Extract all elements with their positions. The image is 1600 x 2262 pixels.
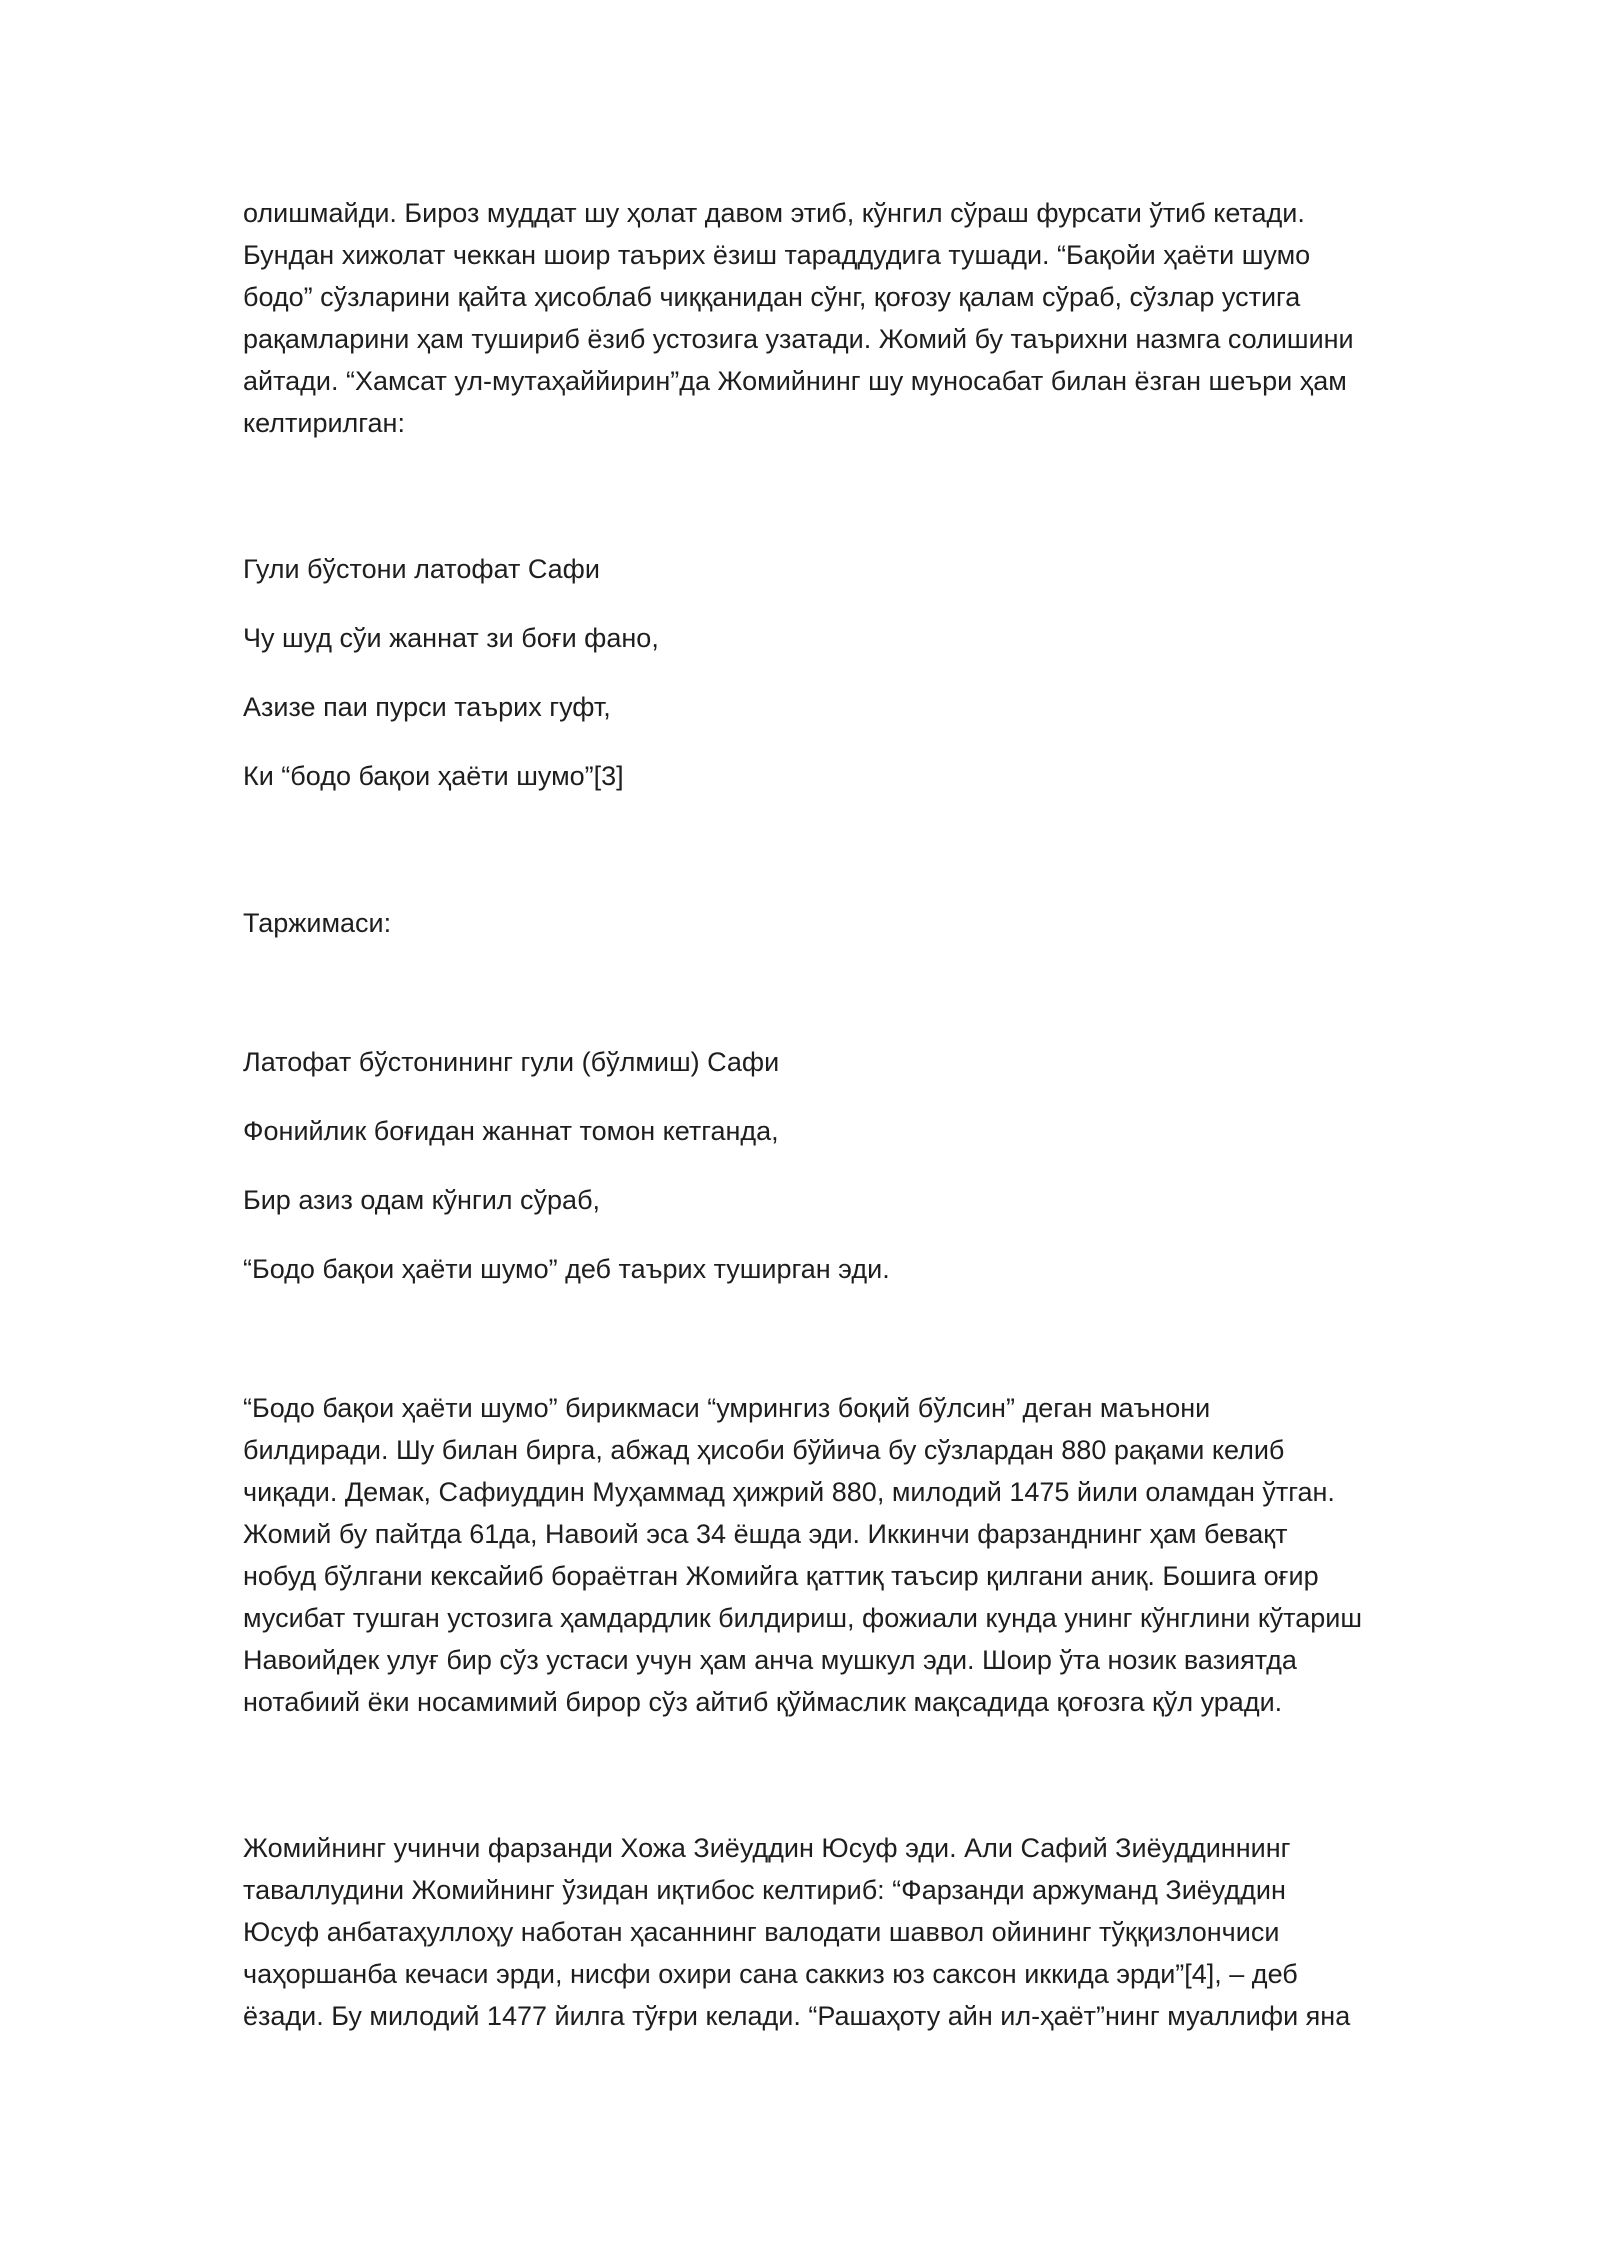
translated-verse	[243, 1041, 1363, 1290]
spacer	[243, 1723, 1363, 1827]
body-paragraph: “Бодо бақои ҳаёти шумо” бирикмаси “умрингиз боқий бўлсин” деган маънони билдиради. Шу билан бирга, абжад ҳисоби бўйича бу сўзлардан 880 рақами келиб чиқади. Демак, Сафиуддин Муҳаммад ҳижрий 880, милодий 1475 йили оламдан ўтган. Жомий бу пайтда 61да, Навоий эса 34 ёшда эди. Иккинчи фарзанднинг ҳам бевақт нобуд бўлгани кексайиб бораётган Жомийга қаттиқ таъсир қилгани аниқ. Бошига оғир мусибат тушган устозига ҳамдардлик билдириш, фожиали кунда унинг кўнглини кўтариш Навоийдек улуғ бир сўз устаси учун ҳам анча мушкул эди. Шоир ўта нозик вазиятда нотабиий ёки носамимий бирор сўз айтиб қўймаслик мақсадида қоғозга қўл уради.	[243, 1393, 1362, 1717]
translation-label: Таржимаси:	[243, 908, 392, 938]
verse-line: Бир азиз одам кўнгил сўраб,	[243, 1185, 601, 1215]
verse-line: Чу шуд сўи жаннат зи боғи фано,	[243, 623, 659, 653]
verse-line: Гули бўстони латофат Сафи	[243, 554, 600, 584]
spacer	[243, 944, 1363, 1041]
verse-line: “Бодо бақои ҳаёти шумо” деб таърих туширган эди.	[243, 1254, 890, 1284]
original-verse	[243, 548, 1363, 797]
body-paragraph: Жомийнинг учинчи фарзанди Хожа Зиёуддин Юсуф эди. Али Сафий Зиёуддиннинг таваллудини Жомийнинг ўзидан иқтибос келтириб: “Фарзанди аржуманд Зиёуддин Юсуф анбатаҳуллоҳу наботан ҳасаннинг валодати шаввол ойининг тўққизлончиси чаҳоршанба кечаси эрди, нисфи охири сана саккиз юз саксон иккида эрди”[4], – деб ёзади. Бу милодий 1477 йилга тўғри келади. “Рашаҳоту айн ил-ҳаёт”нинг муаллифи яна	[243, 1833, 1351, 2031]
verse-line: Ки “бодо бақои ҳаёти шумо”[3]	[243, 761, 624, 791]
spacer	[243, 444, 1363, 548]
verse-line: Латофат бўстонининг гули (бўлмиш) Сафи	[243, 1047, 780, 1077]
spacer	[243, 1317, 1363, 1387]
intro-paragraph: олишмайди. Бироз муддат шу ҳолат давом этиб, кўнгил сўраш фурсати ўтиб кетади. Бундан хижолат чеккан шоир таърих ёзиш тараддудига тушади. “Бақойи ҳаёти шумо бодо” сўзларини қайта ҳисоблаб чиққанидан сўнг, қоғозу қалам сўраб, сўзлар устига рақамларини ҳам тушириб ёзиб устозига узатади. Жомий бу таърихни назмга солишини айтади. “Хамсат ул-мутаҳаййирин”да Жомийнинг шу муносабат билан ёзган шеъри ҳам келтирилган:	[243, 198, 1354, 438]
verse-line: Азизе паи пурси таърих гуфт,	[243, 692, 611, 722]
verse-line: Фонийлик боғидан жаннат томон кетганда,	[243, 1116, 779, 1146]
spacer	[243, 824, 1363, 902]
document-page	[243, 192, 1363, 2037]
